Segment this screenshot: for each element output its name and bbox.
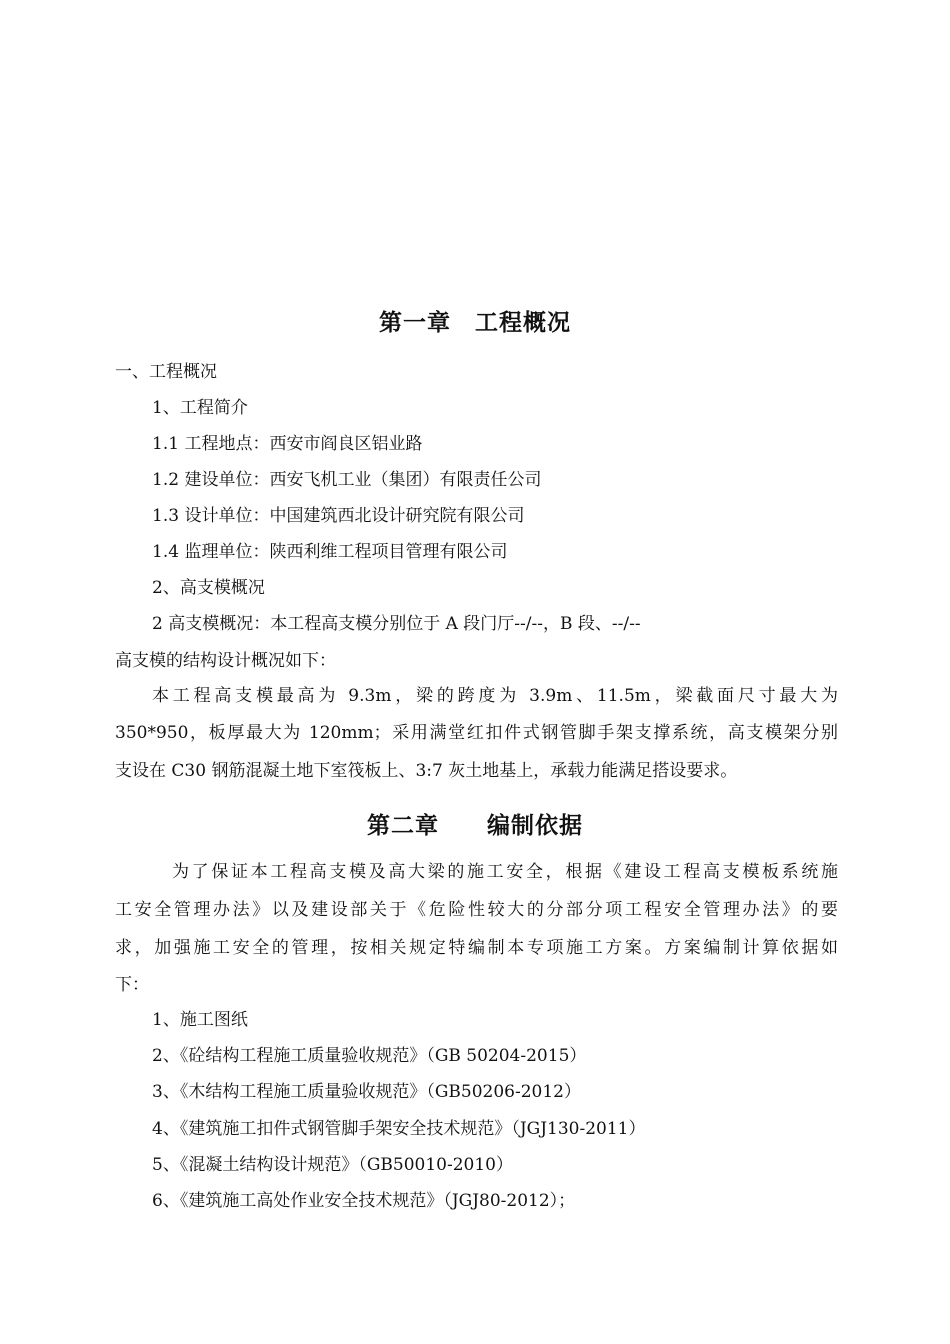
reference-item: 4、《建筑施工扣件式钢管脚手架安全技术规范》（JGJ130-2011） bbox=[152, 1119, 646, 1139]
project-item: 1.4 监理单位：陕西利维工程项目管理有限公司 bbox=[152, 542, 508, 562]
reference-item: 3、《木结构工程施工质量验收规范》（GB50206-2012） bbox=[152, 1082, 581, 1102]
sub2-line: 高支模的结构设计概况如下： bbox=[115, 651, 336, 671]
overview-paragraph-line: 350*950，板厚最大为 120mm；采用满堂红扣件式钢管脚手架支撑系统，高支模架分别 bbox=[115, 723, 838, 743]
sub2-heading: 2、高支模概况 bbox=[152, 578, 265, 598]
reference-item: 1、施工图纸 bbox=[152, 1010, 248, 1030]
overview-paragraph-line: 本工程高支模最高为 9.3m，梁的跨度为 3.9m、11.5m，梁截面尺寸最大为 bbox=[152, 686, 838, 706]
basis-paragraph-line: 工安全管理办法》以及建设部关于《危险性较大的分部分项工程安全管理办法》的要 bbox=[115, 900, 838, 920]
sub2-line: 2 高支模概况：本工程高支模分别位于 A 段门厅--/--，B 段、--/-- bbox=[152, 614, 641, 634]
reference-item: 5、《混凝土结构设计规范》（GB50010-2010） bbox=[152, 1155, 513, 1175]
basis-paragraph-line: 为了保证本工程高支模及高大梁的施工安全，根据《建设工程高支模板系统施 bbox=[172, 862, 838, 882]
project-item: 1.3 设计单位：中国建筑西北设计研究院有限公司 bbox=[152, 506, 525, 526]
overview-paragraph-line: 支设在 C30 钢筋混凝土地下室筏板上、3:7 灰土地基上，承载力能满足搭设要求。 bbox=[115, 761, 738, 781]
chapter2-title: 第二章 编制依据 bbox=[367, 813, 583, 839]
section1-heading: 一、工程概况 bbox=[115, 362, 217, 382]
basis-paragraph-line: 下： bbox=[115, 975, 149, 995]
project-item: 1.1 工程地点：西安市阎良区铝业路 bbox=[152, 434, 423, 454]
reference-item: 6、《建筑施工高处作业安全技术规范》（JGJ80-2012）； bbox=[152, 1191, 576, 1211]
basis-paragraph-line: 求，加强施工安全的管理，按相关规定特编制本专项施工方案。方案编制计算依据如 bbox=[115, 938, 838, 958]
project-item: 1.2 建设单位：西安飞机工业（集团）有限责任公司 bbox=[152, 470, 542, 490]
reference-item: 2、《砼结构工程施工质量验收规范》（GB 50204-2015） bbox=[152, 1046, 587, 1066]
chapter1-title: 第一章 工程概况 bbox=[379, 310, 571, 336]
sub1-heading: 1、工程简介 bbox=[152, 398, 248, 418]
